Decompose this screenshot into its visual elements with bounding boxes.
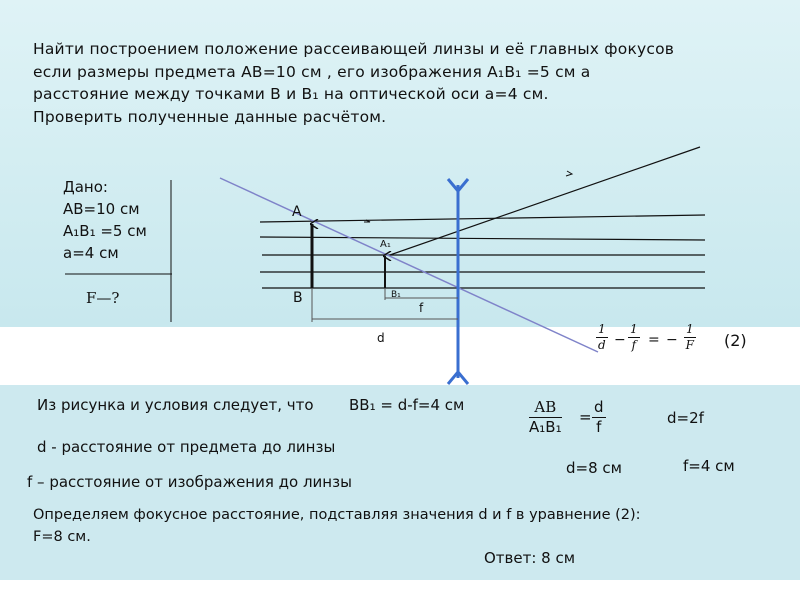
formula2-t1-den: d	[597, 338, 606, 352]
ray-line-1	[260, 215, 705, 222]
formula2-equals: =	[648, 332, 660, 348]
label-b: B	[293, 290, 303, 306]
label-b1: B₁	[391, 290, 401, 300]
determine-line-1: Определяем фокусное расстояние, подставляя значения d и f в уравнение (2):	[33, 507, 641, 523]
answer: Ответ: 8 см	[484, 549, 576, 567]
given-a1b1: A₁B₁ =5 см	[63, 222, 147, 240]
formula2-negative: −	[666, 332, 678, 348]
label-d: d	[377, 331, 385, 345]
find-label: F—?	[86, 289, 120, 307]
d-definition: d - расстояние от предмета до линзы	[37, 438, 336, 456]
from-figure-text: Из рисунка и условия следует, что	[37, 396, 314, 414]
ratio-right	[592, 398, 606, 437]
f-definition: f – расстояние от изображения до линзы	[27, 473, 352, 491]
formula2-term-3	[684, 322, 696, 353]
formula2-t2-num: 1	[630, 322, 638, 336]
problem-line-4: Проверить полученные данные расчётом.	[33, 107, 387, 126]
formula2-term-2	[628, 322, 640, 353]
formula2-t2-den: f	[631, 338, 637, 352]
ratio-right-den: f	[596, 418, 602, 436]
determine-line-2: F=8 см.	[33, 529, 91, 545]
formula2-label: (2)	[724, 331, 747, 350]
formula2-t3-num: 1	[686, 322, 694, 336]
f-value: f=4 см	[683, 457, 735, 475]
formula2-t3-den: F	[685, 338, 694, 352]
given-a: a=4 см	[63, 244, 119, 262]
formula2-term-1	[596, 322, 608, 353]
ray-direction-arrow	[566, 171, 572, 176]
label-a: A	[292, 204, 302, 220]
ratio-right-num: d	[594, 398, 604, 416]
ray-line-2	[260, 237, 705, 240]
problem-line-3: расстояние между точками B и B₁ на оптической оси a=4 см.	[33, 85, 549, 103]
blue-ray	[220, 178, 598, 352]
problem-line-1: Найти построением положение рассеивающей линзы и её главных фокусов	[33, 40, 675, 58]
problem-line-2: если размеры предмета AB=10 см , его изображения A₁B₁ =5 см а	[33, 62, 591, 81]
given-title: Дано:	[63, 178, 108, 196]
ratio-equals: =	[579, 408, 592, 426]
given-ab: AB=10 см	[63, 200, 140, 218]
label-a1: A₁	[380, 239, 391, 250]
label-f: f	[419, 301, 424, 315]
d-value: d=8 см	[566, 459, 622, 477]
formula2-minus: −	[614, 332, 626, 348]
ratio-left-den: A₁B₁	[529, 418, 562, 436]
ratio-left-num: AB	[529, 398, 562, 418]
bb1-equation: BB₁ = d-f=4 см	[349, 396, 465, 414]
formula2-t1-num: 1	[598, 322, 606, 336]
d-equals-2f: d=2f	[667, 409, 704, 427]
ratio-left	[529, 398, 562, 437]
